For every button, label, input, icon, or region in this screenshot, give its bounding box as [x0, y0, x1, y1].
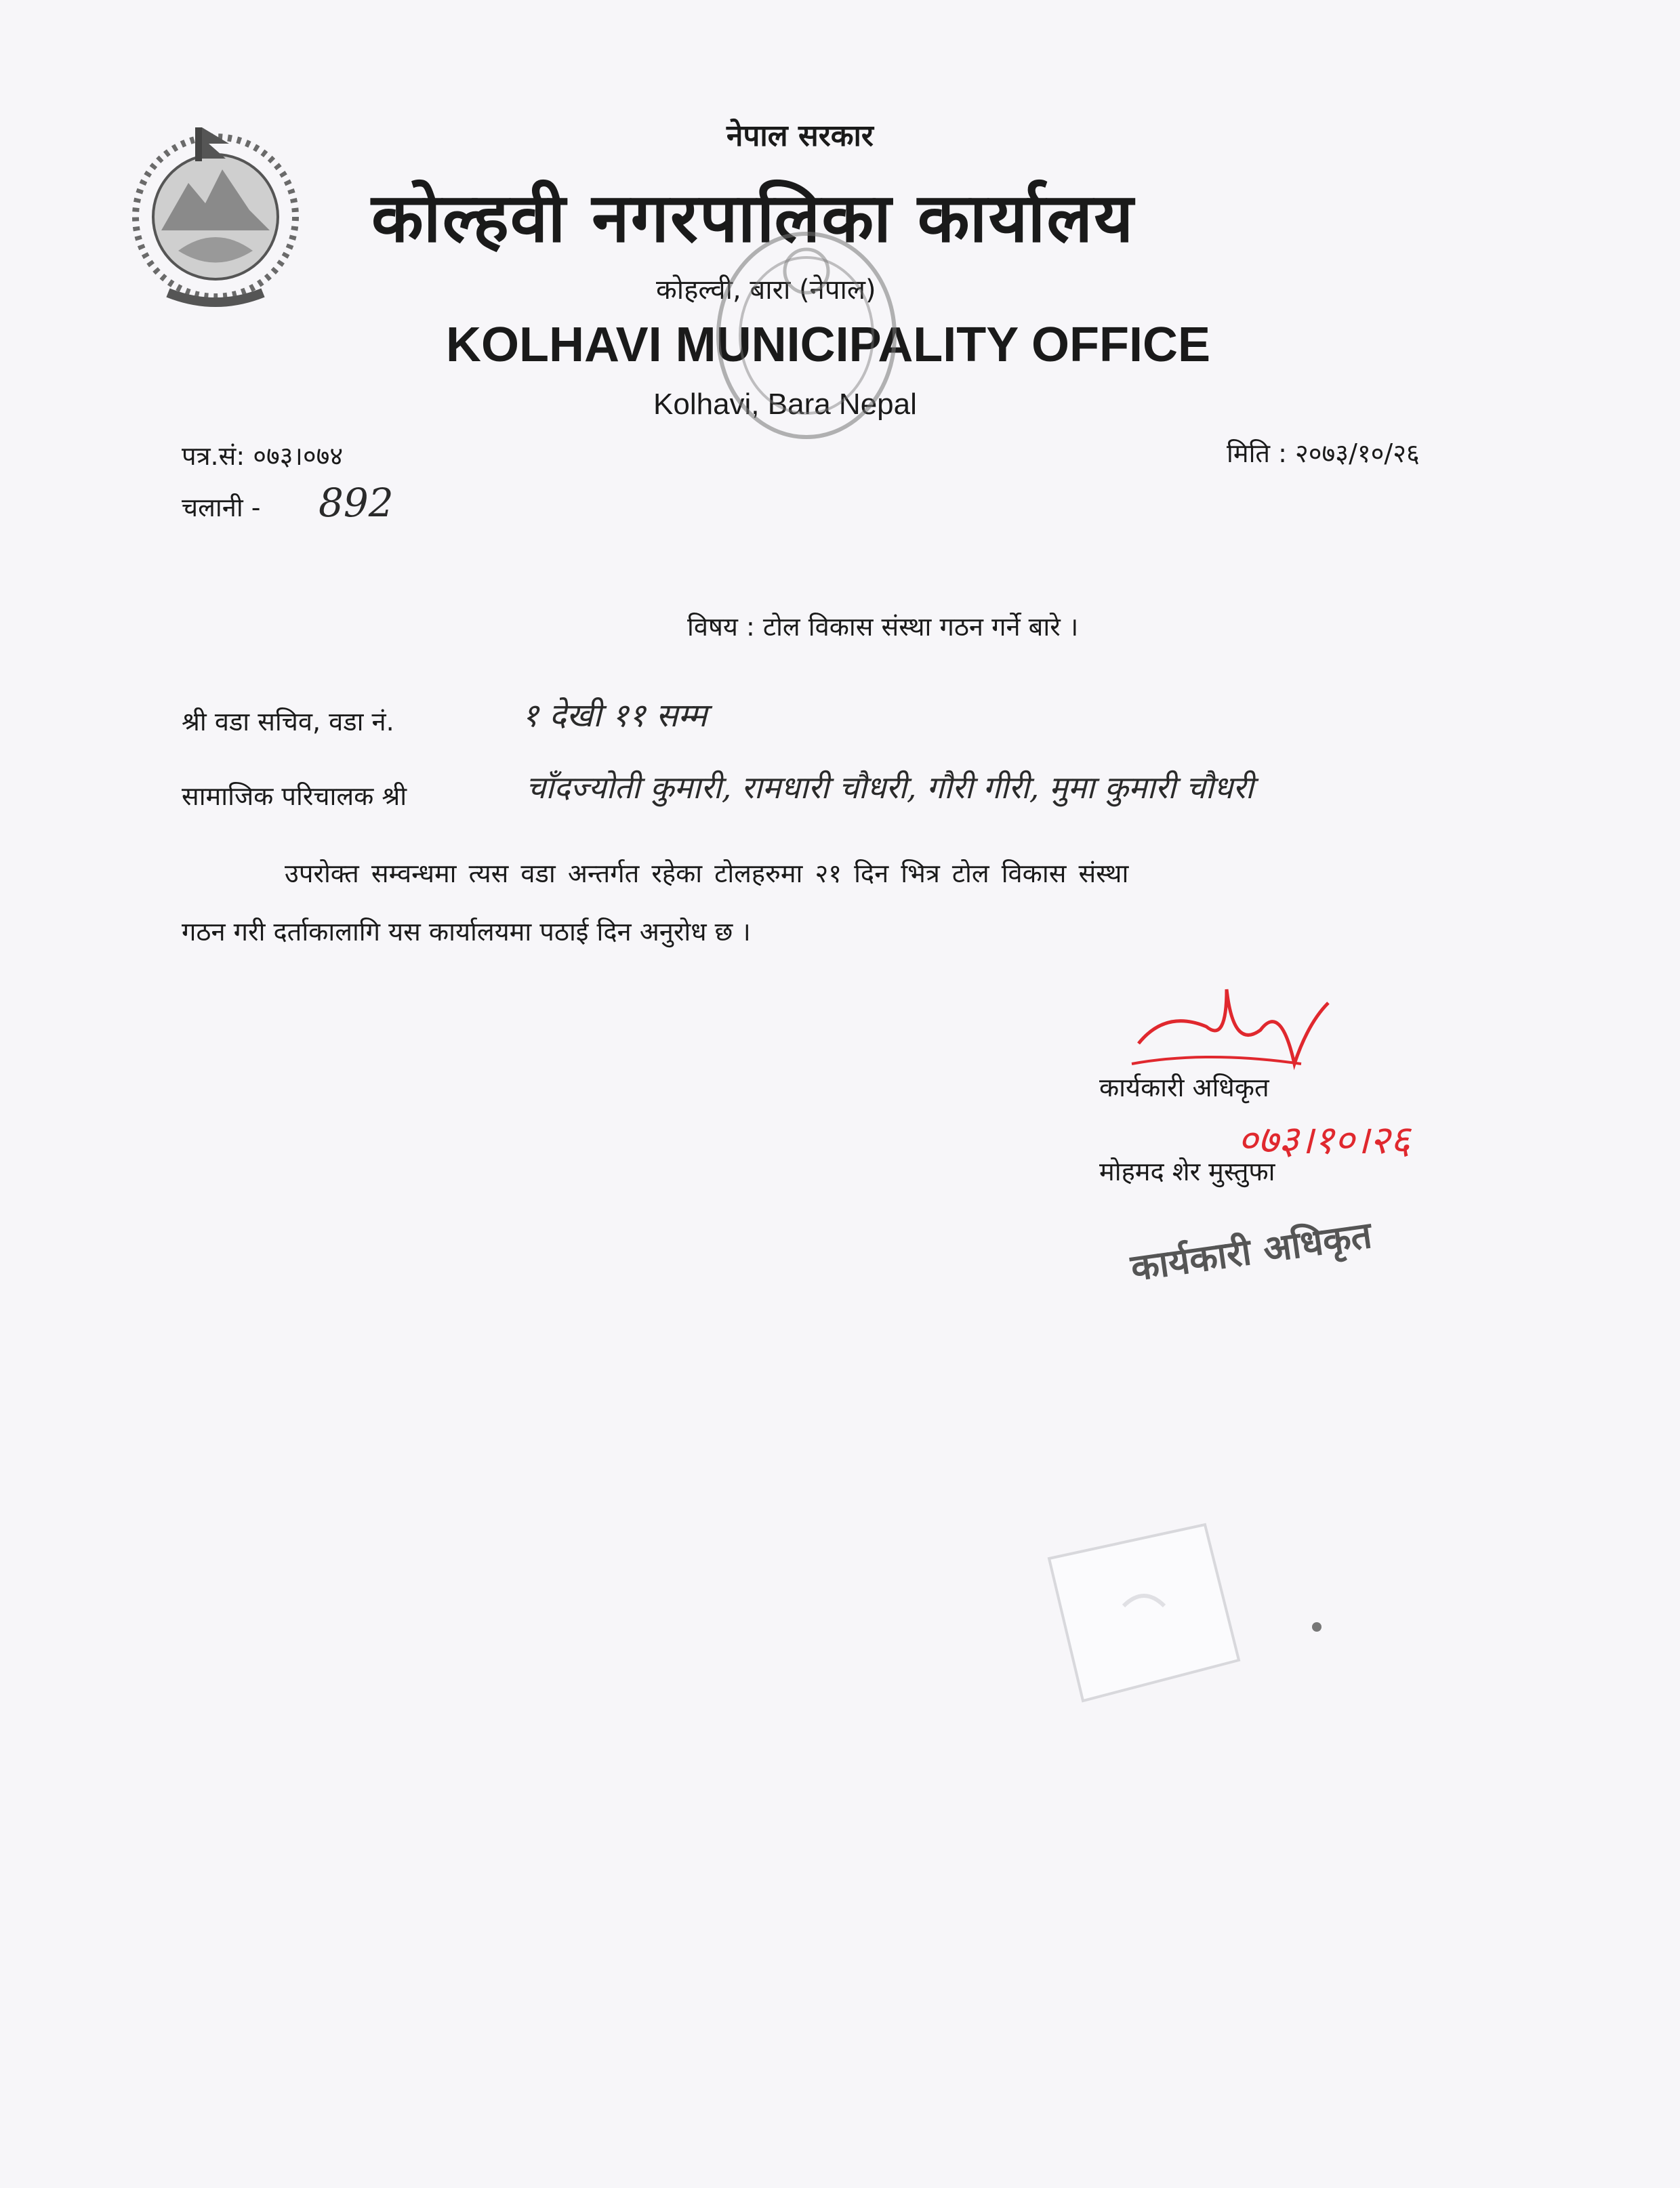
- signature-icon: [1125, 962, 1342, 1084]
- recipient-prefix: श्री वडा सचिव, वडा नं.: [182, 707, 394, 737]
- nepal-emblem-icon: [114, 115, 317, 312]
- ink-speck: [1312, 1622, 1322, 1632]
- letter-date: मिति : २०७३/१०/२६: [1227, 438, 1420, 468]
- letter-number: पत्र.सं: ०७३।०७४: [182, 441, 344, 471]
- office-title-nepali: कोल्हवी नगरपालिका कार्यालय: [371, 178, 1135, 257]
- signature-date: ०७३।१०।२६: [1237, 1117, 1411, 1163]
- office-seal-icon: [705, 224, 908, 447]
- recipient-wards: १ देखी ११ सम्म: [522, 697, 708, 735]
- office-title-english: KOLHAVI MUNICIPALITY OFFICE: [446, 318, 1210, 372]
- body-line-2: गठन गरी दर्ताकालागि यस कार्यालयमा पठाई दिन अनुरोध छ ।: [182, 917, 751, 947]
- office-address-english: Kolhavi, Bara Nepal: [653, 388, 917, 421]
- facilitator-prefix: सामाजिक परिचालक श्री: [182, 781, 407, 811]
- body-line-1: उपरोक्त सम्वन्धमा त्यस वडा अन्तर्गत रहेका टोलहरुमा २१ दिन भित्र टोल विकास संस्था: [285, 859, 1129, 888]
- dispatch-number: 892: [319, 480, 394, 526]
- facilitator-names: चाँदज्योती कुमारी, रामधारी चौधरी, गौरी गीरी, मुमा कुमारी चौधरी: [526, 769, 1254, 806]
- embossed-seal-icon: [1042, 1518, 1246, 1708]
- dispatch-label: चलानी -: [182, 493, 261, 522]
- letter-subject: विषय : टोल विकास संस्था गठन गर्ने बारे ।: [687, 612, 1079, 642]
- office-address-nepali: कोहल्वी, बारा (नेपाल): [656, 274, 876, 306]
- government-heading: नेपाल सरकार: [726, 119, 874, 153]
- signatory-name: मोहमद शेर मुस्तुफा: [1099, 1157, 1275, 1186]
- official-stamp: कार्यकारी अधिकृत: [1128, 1213, 1374, 1290]
- signatory-title: कार्यकारी अधिकृत: [1099, 1073, 1269, 1102]
